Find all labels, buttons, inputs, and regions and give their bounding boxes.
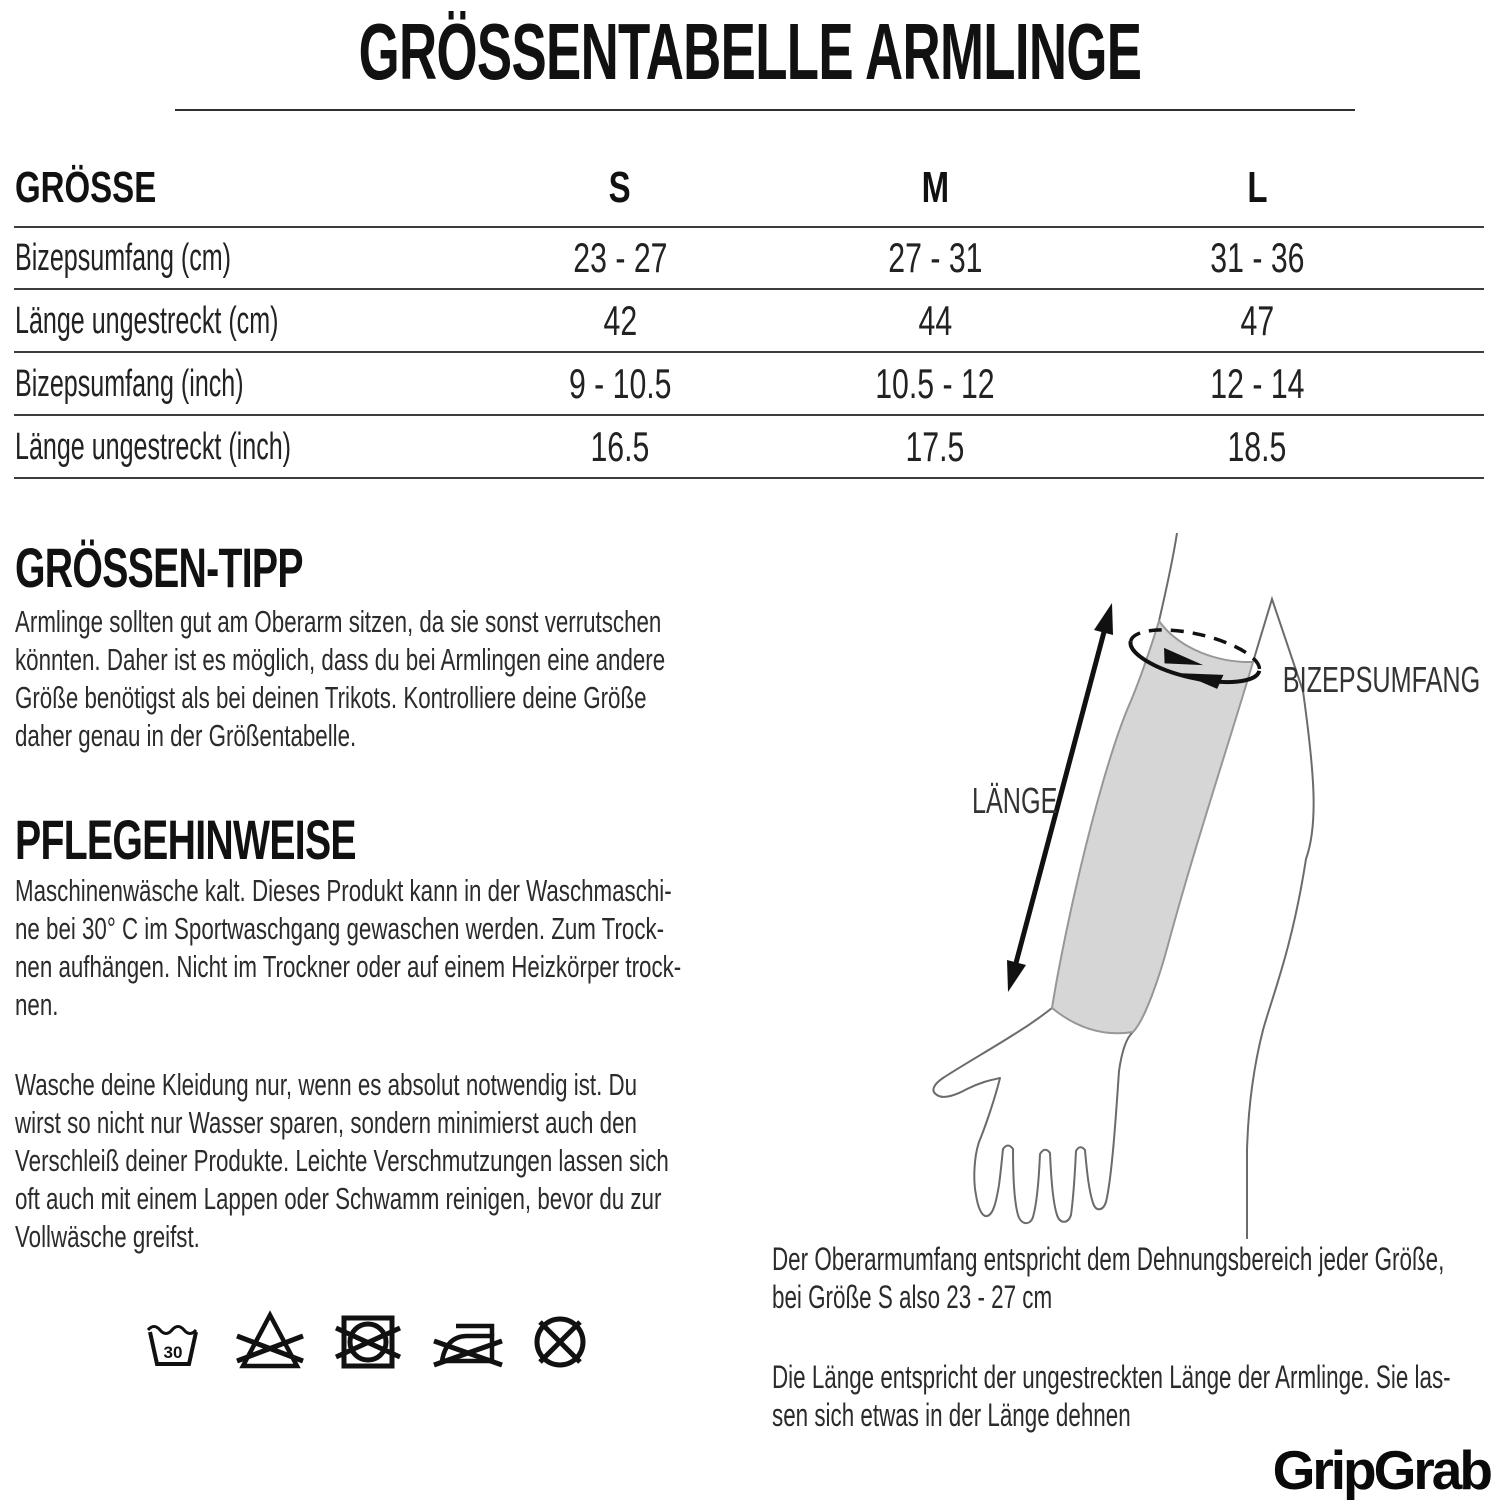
table-row-label <box>15 356 361 412</box>
table-cell <box>510 356 730 412</box>
caption-line: sen sich etwas in der Länge dehnen <box>772 1397 1131 1433</box>
table-row-label <box>15 293 414 349</box>
table-cell <box>825 230 1045 286</box>
care-paragraph-2 <box>15 1066 923 1256</box>
table-row-label <box>15 419 433 475</box>
table-cell <box>1147 230 1367 286</box>
caption-laenge <box>772 1358 1500 1434</box>
cell-value: 23 - 27 <box>572 234 668 281</box>
table-cell <box>825 293 1045 349</box>
paragraph-line: ne bei 30° C im Sportwaschgang gewaschen werden. Zum Trock- <box>15 911 665 946</box>
row-label-text: Länge ungestreckt (cm) <box>15 300 279 342</box>
table-rule <box>14 477 1484 479</box>
caption-line: bei Größe S also 23 - 27 cm <box>772 1279 1053 1315</box>
table-rule <box>14 351 1484 353</box>
do-not-dry-clean-icon <box>537 1319 583 1365</box>
arm-diagram <box>860 525 1500 1250</box>
title-divider <box>175 109 1355 111</box>
groessen-tipp-paragraph <box>15 603 918 755</box>
paragraph-line: Verschleiß deiner Produkte. Leichte Verschmutzungen lassen sich <box>15 1143 669 1178</box>
do-not-bleach-icon <box>237 1315 303 1366</box>
col-header-s <box>510 165 730 210</box>
paragraph-line: nen. <box>15 987 59 1022</box>
table-header-size <box>15 165 203 210</box>
cell-value: 27 - 31 <box>887 234 983 281</box>
cell-value: 16.5 <box>590 423 650 470</box>
table-rule <box>14 226 1484 228</box>
table-cell <box>510 230 730 286</box>
paragraph-line: Größe benötigst als bei deinen Trikots. Kontrolliere deine Größe <box>15 680 647 715</box>
cell-value: 17.5 <box>905 423 965 470</box>
cell-value: 9 - 10.5 <box>568 360 672 407</box>
caption-line: Die Länge entspricht der ungestreckten Länge der Armlinge. Sie las- <box>772 1359 1451 1395</box>
cell-value: 12 - 14 <box>1209 360 1305 407</box>
caption-line: Der Oberarmumfang entspricht dem Dehnungsbereich jeder Größe, <box>772 1241 1445 1277</box>
table-rule <box>14 414 1484 416</box>
paragraph-line: wirst so nicht nur Wasser sparen, sondern minimierst auch den <box>15 1105 637 1140</box>
bizepsumfang-label: BIZEPSUMFANG <box>1282 659 1481 701</box>
brand-logo: GripGrab <box>1272 1439 1490 1500</box>
page-title-wrap <box>0 7 1500 96</box>
cell-value: 42 <box>603 297 637 344</box>
paragraph-line: daher genau in der Größentabelle. <box>15 718 357 753</box>
table-cell <box>825 419 1045 475</box>
do-not-tumble-dry-icon <box>336 1318 400 1366</box>
laenge-label: LÄNGE <box>972 780 1058 822</box>
section-heading-pflegehinweise <box>15 808 502 871</box>
paragraph-line: Maschinenwäsche kalt. Dieses Produkt kann in der Waschmaschi- <box>15 873 672 908</box>
table-header-size-label: GRÖSSE <box>15 163 157 212</box>
paragraph-line: Vollwäsche greifst. <box>15 1219 200 1254</box>
wash-temp-label: 30 <box>163 1343 183 1362</box>
section-heading-text: GRÖSSEN-TIPP <box>15 536 303 599</box>
col-header-s-label: S <box>608 163 632 212</box>
row-label-text: Länge ungestreckt (inch) <box>15 426 292 468</box>
section-heading-text: PFLEGEHINWEISE <box>15 808 356 871</box>
col-header-m-label: M <box>921 163 949 212</box>
cell-value: 10.5 - 12 <box>875 360 995 407</box>
table-cell <box>1147 356 1367 412</box>
col-header-l-label: L <box>1246 163 1268 212</box>
table-rule <box>14 288 1484 290</box>
paragraph-line: nen aufhängen. Nicht im Trockner oder auf einem Heizkörper trock- <box>15 949 682 984</box>
table-cell <box>1147 293 1367 349</box>
brand-logo-wrap <box>1170 1438 1490 1500</box>
cell-value: 31 - 36 <box>1209 234 1305 281</box>
care-paragraph-1 <box>15 872 940 1024</box>
paragraph-line: oft auch mit einem Lappen oder Schwamm reinigen, bevor du zur <box>15 1181 662 1216</box>
arm-outline <box>1159 533 1177 621</box>
section-heading-groessen-tipp <box>15 536 426 599</box>
hand-outline <box>933 1008 1133 1223</box>
table-cell <box>510 293 730 349</box>
col-header-m <box>825 165 1045 210</box>
table-row-label <box>15 230 342 286</box>
cell-value: 44 <box>918 297 952 344</box>
paragraph-line: Wasche deine Kleidung nur, wenn es absolut notwendig ist. Du <box>15 1067 638 1102</box>
care-symbols <box>140 1300 610 1380</box>
cell-value: 47 <box>1240 297 1274 344</box>
col-header-l <box>1147 165 1367 210</box>
table-cell <box>510 419 730 475</box>
row-label-text: Bizepsumfang (inch) <box>15 363 244 405</box>
paragraph-line: Armlinge sollten gut am Oberarm sitzen, da sie sonst verrutschen <box>15 604 662 639</box>
table-cell <box>825 356 1045 412</box>
row-label-text: Bizepsumfang (cm) <box>15 237 232 279</box>
do-not-iron-icon <box>434 1326 502 1365</box>
cell-value: 18.5 <box>1227 423 1287 470</box>
caption-bizepsumfang <box>772 1240 1500 1316</box>
machine-wash-30-icon <box>148 1327 196 1365</box>
paragraph-line: könnten. Daher ist es möglich, dass du bei Armlingen eine andere <box>15 642 666 677</box>
page-title: GRÖSSENTABELLE ARMLINGE <box>358 7 1142 96</box>
table-cell <box>1147 419 1367 475</box>
